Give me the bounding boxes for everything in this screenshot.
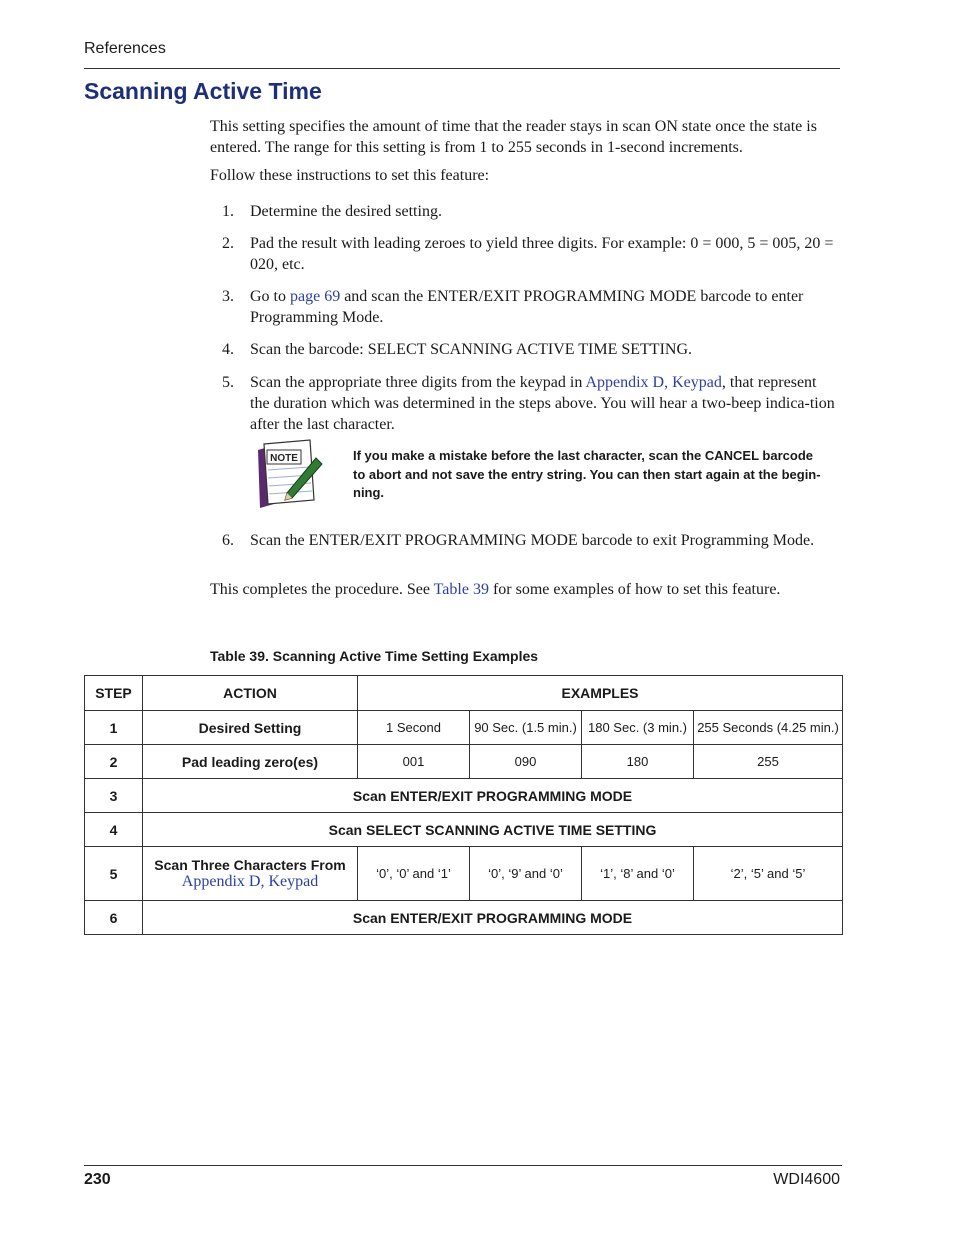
- cell-step: 4: [85, 813, 143, 847]
- footer-rule: [84, 1165, 842, 1166]
- step-number: 2.: [222, 235, 234, 252]
- cell-example: ‘0’, ‘9’ and ‘0’: [470, 847, 582, 901]
- step-text: Scan the barcode: SELECT SCANNING ACTIVE TIME SETTING.: [250, 341, 693, 358]
- step-number: 4.: [222, 341, 234, 358]
- cell-example: 255: [694, 745, 843, 779]
- step-text: Determine the desired setting.: [250, 203, 442, 220]
- header-action: ACTION: [143, 676, 358, 711]
- cell-example: 1 Second: [358, 711, 470, 745]
- cell-example: ‘0’, ‘0’ and ‘1’: [358, 847, 470, 901]
- table-row: [85, 779, 843, 813]
- step-number: 6.: [222, 532, 234, 549]
- cell-example: 090: [470, 745, 582, 779]
- table-row: [85, 711, 843, 745]
- cell-step: 3: [85, 779, 143, 813]
- cell-example: 90 Sec. (1.5 min.): [470, 711, 582, 745]
- closing-paragraph: [210, 579, 840, 600]
- step-text: [250, 372, 840, 435]
- table-header-row: [85, 676, 843, 711]
- table-row: [85, 847, 843, 901]
- cell-action: Scan ENTER/EXIT PROGRAMMING MODE: [143, 779, 843, 813]
- cell-action: Pad leading zero(es): [143, 745, 358, 779]
- cell-action: Desired Setting: [143, 711, 358, 745]
- page-69-link[interactable]: page 69: [290, 288, 341, 305]
- step-number: 5.: [222, 374, 234, 391]
- running-head: References: [84, 40, 166, 57]
- step-text-pre: Go to: [250, 288, 290, 305]
- closing-post: for some examples of how to set this feature.: [488, 581, 781, 598]
- cell-step: 1: [85, 711, 143, 745]
- page-number: 230: [84, 1171, 111, 1188]
- cell-example: 180 Sec. (3 min.): [582, 711, 694, 745]
- table-caption: Table 39. Scanning Active Time Setting Examples: [210, 648, 539, 664]
- footer-product-name: WDI4600: [773, 1171, 840, 1188]
- step-text-pre: Scan the appropriate three digits from the keypad in: [250, 374, 586, 391]
- cell-example: ‘2’, ‘5’ and ‘5’: [694, 847, 843, 901]
- cell-action: [143, 847, 358, 901]
- note-icon-label: NOTE: [270, 453, 298, 464]
- note-icon: [252, 438, 324, 510]
- cell-action: Scan SELECT SCANNING ACTIVE TIME SETTING: [143, 813, 843, 847]
- note-text: If you make a mistake before the last character, scan the CANCEL barcode to abort and not save the entry string. You can then start again at the begin-ning.: [353, 448, 821, 500]
- cell-step: 2: [85, 745, 143, 779]
- step-text-post: and scan the ENTER/EXIT PROGRAMMING MODE barcode to enter Programming Mode.: [250, 288, 804, 326]
- header-step: STEP: [85, 676, 143, 711]
- table-row: [85, 901, 843, 935]
- table-row: [85, 745, 843, 779]
- table-row: [85, 813, 843, 847]
- action-text: Scan Three Characters From: [154, 856, 346, 873]
- cell-action: Scan ENTER/EXIT PROGRAMMING MODE: [143, 901, 843, 935]
- step-number: 1.: [222, 203, 234, 220]
- closing-pre: This completes the procedure. See: [210, 581, 434, 598]
- cell-example: ‘1’, ‘8’ and ‘0’: [582, 847, 694, 901]
- appendix-d-keypad-link[interactable]: Appendix D, Keypad: [181, 872, 319, 890]
- cell-step: 6: [85, 901, 143, 935]
- header-examples: EXAMPLES: [358, 676, 843, 711]
- step-number: 3.: [222, 288, 234, 305]
- step-text: Pad the result with leading zeroes to yield three digits. For example: 0 = 000, 5 = 005, 20 = 020, etc.: [250, 235, 834, 273]
- page-title: Scanning Active Time: [84, 78, 322, 104]
- step-text-post: , that represent the duration which was determined in the steps above. You will hear a two-beep indica-tion after the last character.: [250, 374, 835, 433]
- cell-example: 255 Seconds (4.25 min.): [694, 711, 843, 745]
- intro-paragraph: This setting specifies the amount of time that the reader stays in scan ON state once the state is entered. The range for this setting is from 1 to 255 seconds in 1-second increments.: [210, 118, 817, 156]
- step-text: [250, 286, 840, 328]
- header-rule: [84, 68, 840, 69]
- examples-table: [84, 675, 843, 935]
- table-39-link[interactable]: Table 39: [433, 581, 489, 598]
- appendix-d-keypad-link[interactable]: Appendix D, Keypad: [585, 374, 722, 391]
- step-text: Scan the ENTER/EXIT PROGRAMMING MODE barcode to exit Programming Mode.: [250, 532, 815, 549]
- cell-example: 001: [358, 745, 470, 779]
- cell-step: 5: [85, 847, 143, 901]
- cell-example: 180: [582, 745, 694, 779]
- instructions-lead: Follow these instructions to set this feature:: [210, 167, 490, 184]
